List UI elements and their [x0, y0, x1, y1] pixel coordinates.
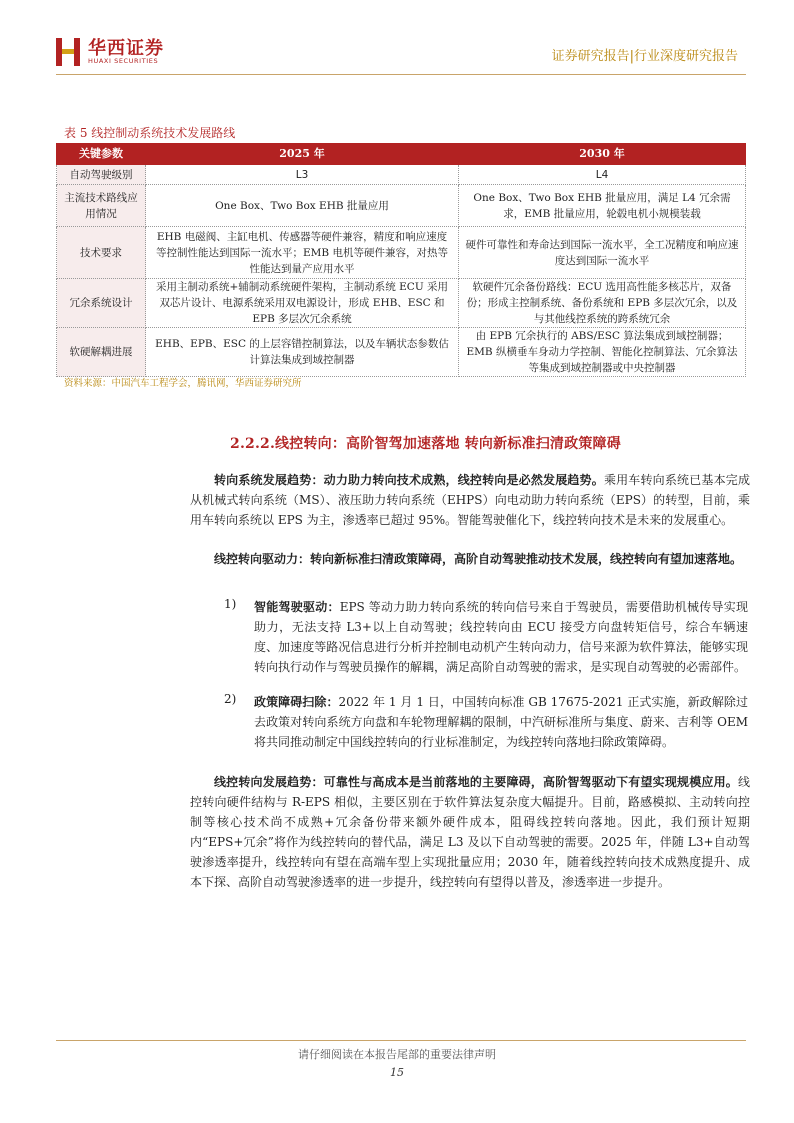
table-row [57, 328, 746, 377]
huaxi-logo-icon [56, 36, 80, 68]
paragraph-3 [190, 772, 750, 892]
paragraph-3-lead: 线控转向发展趋势：可靠性与高成本是当前落地的主要障碍，高阶智驾驱动下有望实现规模应用。 [214, 775, 738, 789]
table-caption: 表 5 线控制动系统技术发展路线 [64, 126, 236, 140]
list-item-2-lead: 政策障碍扫除： [254, 695, 339, 709]
row-2030: One Box、Two Box EHB 批量应用，满足 L4 冗余需求，EMB 批量应用，轮毂电机小规模装载 [459, 185, 746, 227]
paragraph-1-lead: 转向系统发展趋势：动力助力转向技术成熟，线控转向是必然发展趋势。 [214, 473, 604, 487]
table-source: 资料来源：中国汽车工程学会，腾讯网，华西证券研究所 [64, 378, 302, 389]
table-row [57, 185, 746, 227]
header-divider [56, 74, 746, 75]
table-row [57, 227, 746, 279]
row-param: 自动驾驶级别 [57, 165, 146, 185]
row-2030: 由 EPB 冗余执行的 ABS/ESC 算法集成到域控制器；EMB 纵横垂车身动力学控制、智能化控制算法、冗余算法等集成到域控制器或中央控制器 [459, 328, 746, 377]
table-row [57, 279, 746, 328]
legal-notice: 请仔细阅读在本报告尾部的重要法律声明 [298, 1048, 496, 1061]
row-param: 技术要求 [57, 227, 146, 279]
table-row [57, 165, 746, 185]
row-2030: 软硬件冗余备份路线：ECU 选用高性能多核芯片，双备份；形成主控制系统、备份系统和 EPB 多层次冗余，以及与其他线控系统的跨系统冗余 [459, 279, 746, 328]
page-header [0, 0, 794, 80]
row-param: 主流技术路线应用情况 [57, 185, 146, 227]
row-2025: EHB 电磁阀、主缸电机、传感器等硬件兼容，精度和响应速度等控制性能达到国际一流水平；EMB 电机等硬件兼容，对热等性能达到量产应用水平 [146, 227, 459, 279]
header-2025: 2025 年 [146, 144, 459, 165]
table-header-row [57, 144, 746, 165]
paragraph-1 [190, 470, 750, 530]
list-item-2 [254, 692, 748, 752]
row-2025: One Box、Two Box EHB 批量应用 [146, 185, 459, 227]
section-title: 2.2.2.线控转向：高阶智驾加速落地 转向新标准扫清政策障碍 [230, 436, 621, 452]
paragraph-2-lead: 线控转向驱动力：转向新标准扫清政策障碍，高阶自动驾驶推动技术发展，线控转向有望加速落地。 [214, 552, 743, 566]
paragraph-1-text: 乘用车转向系统已基本完成从机械式转向系统（MS）、液压助力转向系统（EHPS）向电动助力转向系统（EPS）的转型，目前，乘用车转向系统以 EPS 为主，渗透率已超过 95%。智能驾驶催化下，线控转向技术是未来的发展重心。 [190, 473, 750, 527]
list-number: 2) [224, 692, 237, 706]
row-2030: L4 [459, 165, 746, 185]
row-param: 软硬解耦进展 [57, 328, 146, 377]
list-item-1 [254, 597, 748, 677]
row-2025: L3 [146, 165, 459, 185]
report-type: 证券研究报告|行业深度研究报告 [551, 49, 738, 64]
footer-divider [56, 1040, 746, 1041]
brake-roadmap-table [56, 143, 746, 377]
row-2030: 硬件可靠性和寿命达到国际一流水平，全工况精度和响应速度达到国际一流水平 [459, 227, 746, 279]
row-2025: 采用主制动系统+辅制动系统硬件架构，主制动系统 ECU 采用双芯片设计、电源系统采用双电源设计，形成 EHB、ESC 和 EPB 多层次冗余系统 [146, 279, 459, 328]
logo-text: 华西证券 [88, 38, 164, 59]
list-item-1-lead: 智能驾驶驱动： [254, 600, 340, 614]
list-item-1-text: EPS 等动力助力转向系统的转向信号来自于驾驶员，需要借助机械传导实现助力，无法支持 L3+以上自动驾驶；线控转向由 ECU 接受方向盘转矩信号，综合车辆速度、加速度等路况信息进行分析并控制电动机产生转向动力，信号来源为软件算法，能够实现转向执行动作与驾驶员操作的解耦，满足高阶自动驾驶的需求，是实现自动驾驶的必需部件。 [254, 600, 748, 674]
list-item-2-text: 2022 年 1 月 1 日，中国转向标准 GB 17675-2021 正式实施，新政解除过去政策对转向系统方向盘和车轮物理解耦的限制，中汽研标准所与集度、蔚来、吉利等 OEM 将共同推动制定中国线控转向的行业标准制定，为线控转向落地扫除政策障碍。 [254, 695, 748, 749]
paragraph-3-text: 线控转向硬件结构与 R-EPS 相似，主要区别在于软件算法复杂度大幅提升。目前，路感模拟、主动转向控制等核心技术尚不成熟+冗余备份带来额外硬件成本，阻碍线控转向落地。因此，我们预计短期内“EPS+冗余”将作为线控转向的替代品，满足 L3 及以下自动驾驶的需要。2025 年，伴随 L3+自动驾驶渗透率提升，线控转向有望在高端车型上实现批量应用；2030 年，随着线控转向技术成熟度提升、成本下探、高阶自动驾驶渗透率的进一步提升，线控转向有望得以普及，渗透率进一步提升。 [190, 775, 750, 889]
logo-subtext: HUAXI SECURITIES [88, 57, 159, 65]
header-2030: 2030 年 [459, 144, 746, 165]
list-number: 1) [224, 597, 237, 611]
paragraph-2 [190, 549, 750, 569]
header-param: 关键参数 [57, 144, 146, 165]
row-2025: EHB、EPB、ESC 的上层容错控制算法，以及车辆状态参数估计算法集成到域控制器 [146, 328, 459, 377]
row-param: 冗余系统设计 [57, 279, 146, 328]
page-number: 15 [390, 1066, 404, 1079]
